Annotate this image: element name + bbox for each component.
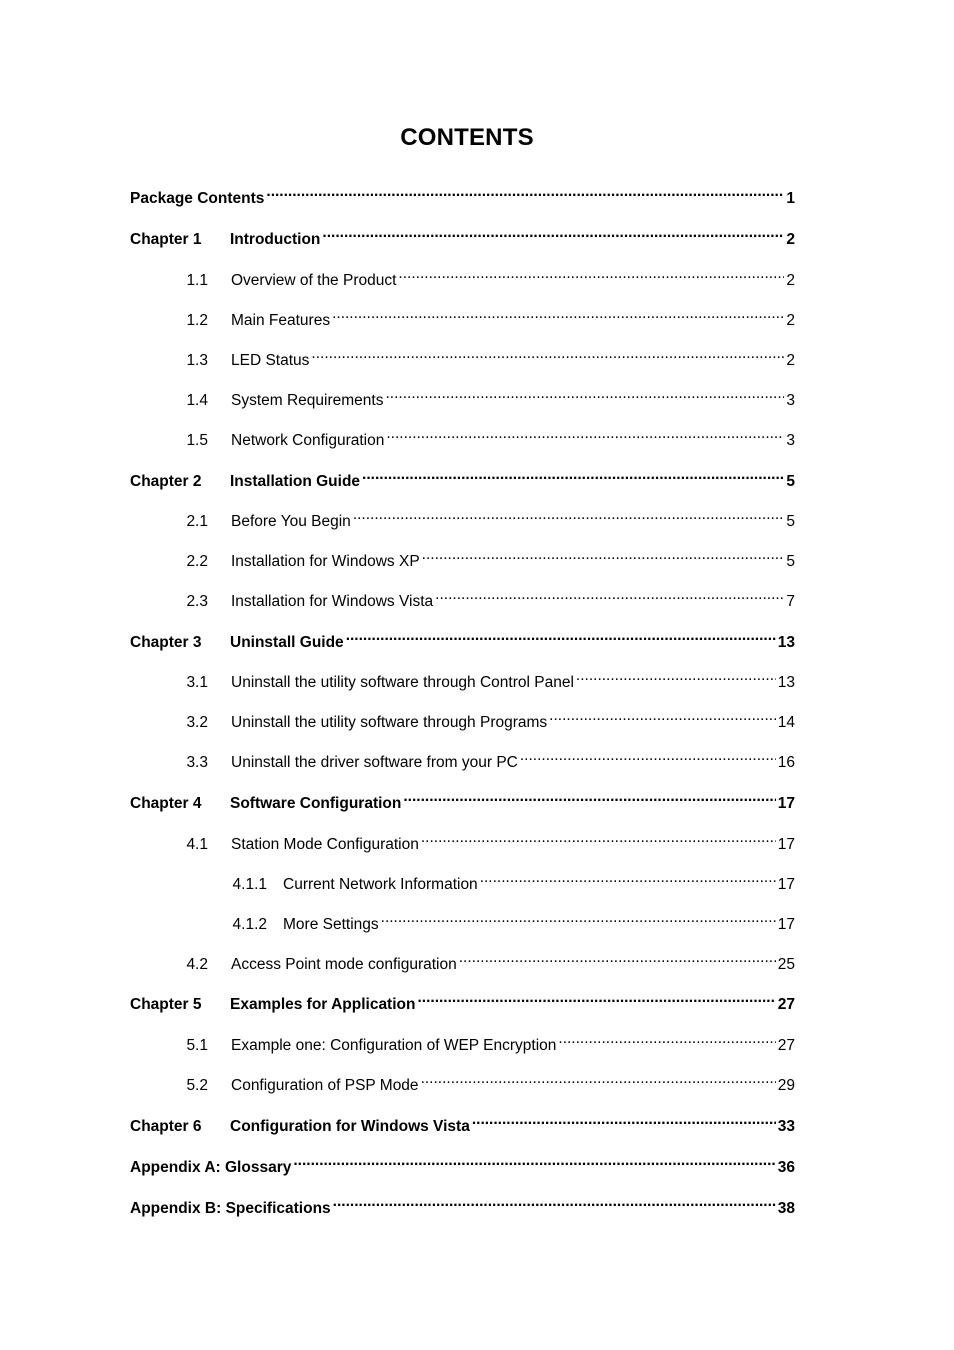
toc-entry-title: System Requirements (231, 392, 384, 409)
dot-leader (435, 584, 784, 606)
toc-entry-page: 33 (777, 1118, 795, 1135)
toc-entry-page: 17 (777, 836, 795, 853)
toc-entry-title: Configuration for Windows Vista (230, 1118, 470, 1135)
toc-entry-number: Chapter 4 (130, 795, 202, 812)
toc-entry-number: 2.2 (186, 553, 208, 570)
toc-entry-number: 2.3 (186, 593, 208, 610)
toc-entry-page: 7 (786, 593, 795, 610)
dot-leader (362, 464, 784, 486)
toc-entry-page: 17 (777, 795, 795, 812)
dot-leader (558, 1028, 775, 1050)
toc-entry-number: 3.2 (186, 714, 208, 731)
toc-entry-number: 4.1.2 (232, 916, 267, 933)
toc-entry-number: 2.1 (186, 513, 208, 530)
toc-entry[interactable] (130, 464, 795, 490)
toc-entry-title: Main Features (231, 312, 331, 329)
toc-entry[interactable] (130, 303, 795, 329)
toc-entry-number: Chapter 5 (130, 996, 202, 1013)
toc-entry-page: 2 (786, 352, 795, 369)
toc-entry-title: Current Network Information (283, 876, 478, 893)
dot-leader (422, 544, 785, 566)
toc-entry[interactable] (130, 544, 795, 570)
toc-entry-page: 5 (786, 553, 795, 570)
toc-entry[interactable] (130, 625, 795, 651)
dot-leader (381, 907, 776, 929)
toc-entry-title: Installation for Windows XP (231, 553, 420, 570)
toc-entry-page: 14 (777, 714, 795, 731)
toc-entry-title: Installation Guide (230, 473, 361, 490)
toc-entry[interactable] (130, 1109, 795, 1135)
toc-entry-number: Chapter 6 (130, 1118, 202, 1135)
toc-entry-title: Configuration of PSP Mode (231, 1077, 419, 1094)
toc-entry-page: 27 (777, 996, 795, 1013)
toc-entry-title: Introduction (230, 231, 321, 248)
toc-entry-title: Access Point mode configuration (231, 956, 457, 973)
toc-entry-number: Chapter 3 (130, 634, 202, 651)
toc-entry-title: Appendix B: Specifications (130, 1200, 331, 1217)
toc-entry-number: 3.1 (186, 674, 208, 691)
dot-leader (385, 383, 784, 405)
toc-entry-number: 4.1 (186, 836, 208, 853)
toc-entry-page: 3 (786, 432, 795, 449)
toc-entry-title: Network Configuration (231, 432, 385, 449)
toc-entry-title: Examples for Application (230, 996, 416, 1013)
dot-leader (480, 867, 776, 889)
page-title: CONTENTS (400, 124, 534, 151)
toc-entry[interactable] (130, 383, 795, 409)
dot-leader (520, 745, 776, 767)
toc-entry-number: 5.2 (186, 1077, 208, 1094)
dot-leader (576, 665, 776, 687)
toc-entry-title: Appendix A: Glossary (130, 1159, 292, 1176)
toc-entry[interactable] (130, 423, 795, 449)
toc-entry[interactable] (130, 786, 795, 812)
dot-leader (472, 1109, 776, 1131)
toc-entry-title: More Settings (283, 916, 379, 933)
toc-entry-page: 2 (786, 272, 795, 289)
dot-leader (459, 947, 776, 969)
dot-leader (346, 625, 776, 647)
dot-leader (398, 263, 784, 285)
dot-leader (549, 705, 776, 727)
toc-entry-title: Station Mode Configuration (231, 836, 419, 853)
dot-leader (333, 1191, 776, 1213)
toc-entry[interactable] (130, 584, 795, 610)
toc-entry-page: 3 (786, 392, 795, 409)
toc-entry-title: Before You Begin (231, 513, 351, 530)
toc-entry-title: Software Configuration (230, 795, 402, 812)
toc-entry-number: Chapter 1 (130, 231, 202, 248)
toc-entry[interactable] (130, 343, 795, 369)
dot-leader (266, 181, 784, 203)
toc-entry-title: LED Status (231, 352, 310, 369)
toc-entry[interactable] (130, 827, 795, 853)
toc-entry-number: 5.1 (186, 1037, 208, 1054)
toc-entry-number: 1.3 (186, 352, 208, 369)
toc-entry-page: 27 (777, 1037, 795, 1054)
toc-entry[interactable] (130, 1028, 795, 1054)
toc-entry[interactable] (130, 263, 795, 289)
toc-entry[interactable] (130, 504, 795, 530)
dot-leader (353, 504, 785, 526)
toc-entry[interactable] (130, 222, 795, 248)
toc-entry-page: 36 (777, 1159, 795, 1176)
toc-entry-page: 25 (777, 956, 795, 973)
toc-entry-number: Chapter 2 (130, 473, 202, 490)
toc-entry-title: Example one: Configuration of WEP Encryption (231, 1037, 557, 1054)
toc-entry-title: Uninstall Guide (230, 634, 344, 651)
toc-entry-page: 16 (777, 754, 795, 771)
dot-leader (293, 1150, 775, 1172)
toc-entry-page: 17 (777, 916, 795, 933)
toc-entry-page: 13 (777, 634, 795, 651)
toc-entry-page: 13 (777, 674, 795, 691)
dot-leader (417, 987, 775, 1009)
toc-entry-page: 2 (786, 312, 795, 329)
dot-leader (332, 303, 784, 325)
toc-entry-page: 1 (786, 190, 795, 207)
toc-entry-number: 4.2 (186, 956, 208, 973)
dot-leader (322, 222, 784, 244)
toc-entry-title: Installation for Windows Vista (231, 593, 434, 610)
dot-leader (421, 827, 776, 849)
toc-entry-number: 1.4 (186, 392, 208, 409)
dot-leader (386, 423, 784, 445)
toc-entry[interactable] (130, 181, 795, 207)
toc-entry[interactable] (130, 867, 795, 893)
toc-entry-page: 17 (777, 876, 795, 893)
toc-entry[interactable] (130, 987, 795, 1013)
toc-entry-title: Uninstall the utility software through Control Panel (231, 674, 574, 691)
toc-entry-page: 29 (777, 1077, 795, 1094)
dot-leader (403, 786, 775, 808)
toc-entry[interactable] (130, 665, 795, 691)
toc-entry-title: Overview of the Product (231, 272, 397, 289)
toc-entry-page: 5 (786, 513, 795, 530)
toc-entry[interactable] (130, 907, 795, 933)
toc-entry-title: Uninstall the utility software through Programs (231, 714, 548, 731)
toc-entry[interactable] (130, 1150, 795, 1176)
toc-entry[interactable] (130, 745, 795, 771)
toc-entry[interactable] (130, 1191, 795, 1217)
toc-entry-number: 4.1.1 (232, 876, 267, 893)
toc-entry[interactable] (130, 1068, 795, 1094)
toc-entry[interactable] (130, 947, 795, 973)
toc-entry-title: Package Contents (130, 190, 265, 207)
dot-leader (421, 1068, 776, 1090)
dot-leader (311, 343, 784, 365)
toc-entry-number: 1.2 (186, 312, 208, 329)
toc-entry-number: 3.3 (186, 754, 208, 771)
toc-entry-number: 1.1 (186, 272, 208, 289)
toc-entry[interactable] (130, 705, 795, 731)
toc-entry-page: 5 (786, 473, 795, 490)
toc-entry-title: Uninstall the driver software from your PC (231, 754, 518, 771)
toc-entry-number: 1.5 (186, 432, 208, 449)
toc-entry-page: 38 (777, 1200, 795, 1217)
toc-entry-page: 2 (786, 231, 795, 248)
